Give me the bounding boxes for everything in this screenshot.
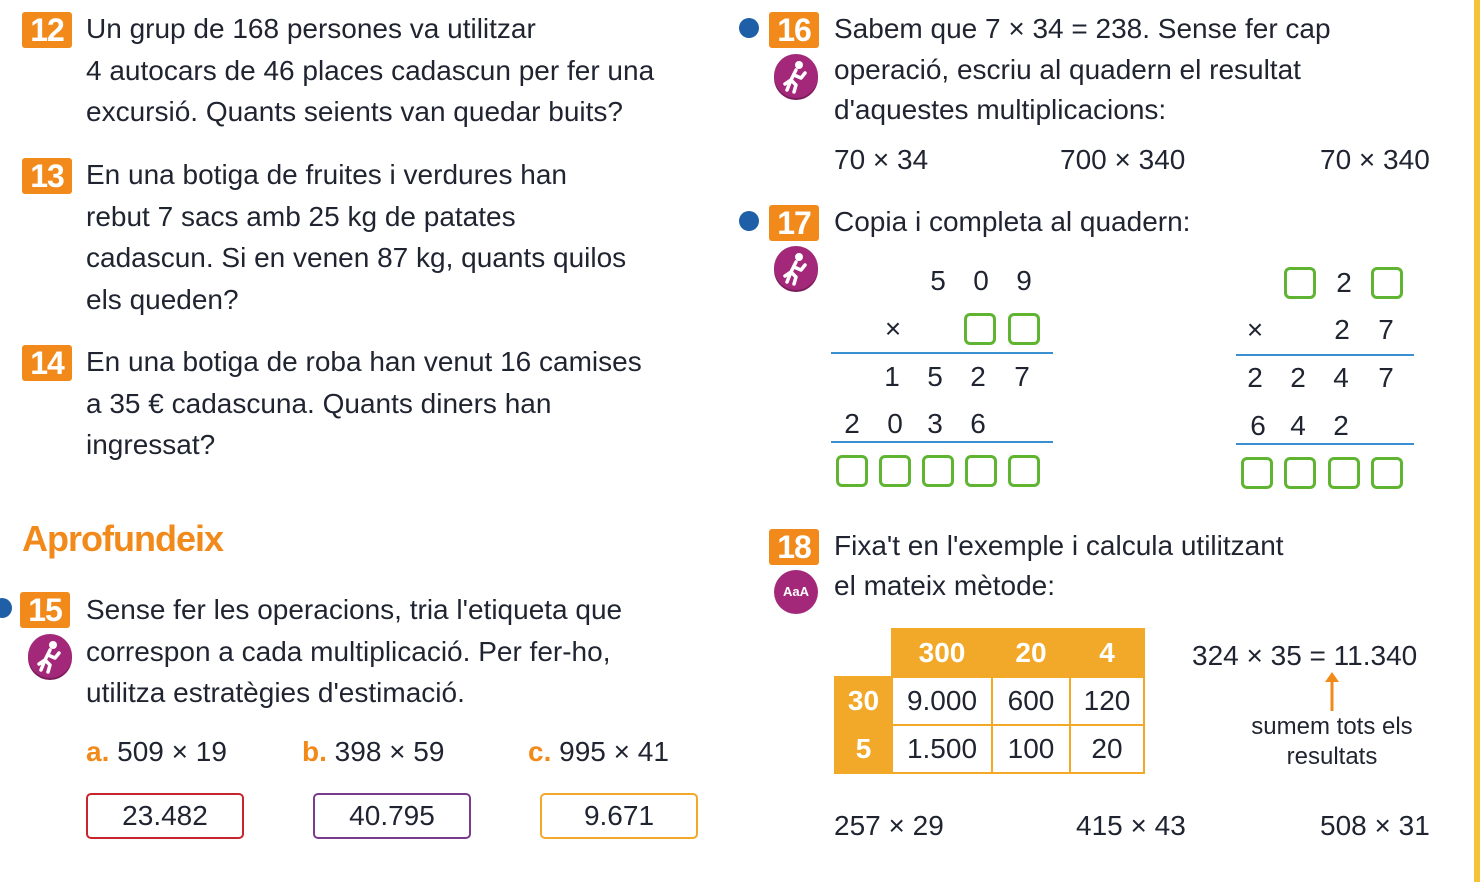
note-line-2: resultats bbox=[1286, 743, 1378, 770]
problem-16-expr-1: 70 × 34 bbox=[834, 144, 929, 175]
problem-18-expr-2: 415 × 43 bbox=[1076, 810, 1186, 841]
problem-16-line-3: d'aquestes multiplicacions: bbox=[834, 94, 1167, 125]
left-partial1-digit: 7 bbox=[1014, 361, 1030, 392]
table-corner bbox=[835, 629, 892, 677]
problem-18-line-1: Fixa't en l'exemple i calcula utilitzant bbox=[834, 530, 1284, 561]
left-partial2-digit: 6 bbox=[970, 408, 986, 439]
right-result-box[interactable] bbox=[1241, 457, 1273, 489]
answer-tag-1: 23.482 bbox=[86, 793, 244, 839]
problem-16-line-1: Sabem que 7 × 34 = 238. Sense fer cap bbox=[834, 13, 1331, 44]
note-line-1: sumem tots els bbox=[1251, 713, 1413, 740]
option-a-letter: a. bbox=[86, 736, 110, 767]
table-cell: 1.500 bbox=[892, 725, 992, 773]
right-partial2-digit: 4 bbox=[1290, 410, 1306, 441]
problem-12-line-3: excursió. Quants seients van quedar buits? bbox=[86, 96, 623, 127]
table-row-header: 30 bbox=[835, 677, 892, 725]
left-partial2-digit: 2 bbox=[844, 408, 860, 439]
example-equation: 324 × 35 = 11.340 bbox=[1192, 640, 1418, 671]
right-blank-box[interactable] bbox=[1371, 267, 1403, 299]
left-blank-box[interactable] bbox=[964, 313, 996, 345]
left-line-2 bbox=[831, 441, 1053, 443]
option-b-expr: 398 × 59 bbox=[334, 736, 445, 767]
right-partial1-digit: 7 bbox=[1378, 362, 1394, 393]
option-c bbox=[528, 731, 669, 773]
left-result-box[interactable] bbox=[965, 455, 997, 487]
left-top-digit: 0 bbox=[973, 265, 989, 296]
right-partial1-digit: 4 bbox=[1333, 362, 1349, 393]
left-line-1 bbox=[831, 352, 1053, 354]
left-result-box[interactable] bbox=[836, 455, 868, 487]
problem-16-number: 16 bbox=[769, 12, 819, 48]
difficulty-dot-16 bbox=[739, 18, 759, 38]
left-result-box[interactable] bbox=[922, 455, 954, 487]
arrow-up-icon bbox=[1322, 670, 1342, 712]
problem-15-number: 15 bbox=[20, 592, 70, 628]
table-cell: 20 bbox=[1070, 725, 1144, 773]
option-a bbox=[86, 731, 227, 773]
problem-15-line-3: utilitza estratègies d'estimació. bbox=[86, 677, 465, 708]
table-col-header: 20 bbox=[992, 629, 1070, 677]
left-partial1-digit: 2 bbox=[970, 361, 986, 392]
problem-18-expr-3: 508 × 31 bbox=[1320, 810, 1430, 841]
problem-18-expr-1: 257 × 29 bbox=[834, 810, 944, 841]
left-top-digit: 5 bbox=[930, 265, 946, 296]
left-partial2-digit: 3 bbox=[927, 408, 943, 439]
activity-runner-icon bbox=[28, 634, 72, 678]
problem-13-line-1: En una botiga de fruites i verdures han bbox=[86, 159, 567, 190]
problem-16-line-2: operació, escriu al quadern el resultat bbox=[834, 54, 1301, 85]
option-a-expr: 509 × 19 bbox=[117, 736, 227, 767]
table-cell: 100 bbox=[992, 725, 1070, 773]
table-cell: 120 bbox=[1070, 677, 1144, 725]
left-partial2-digit: 0 bbox=[887, 408, 903, 439]
problem-12-line-1: Un grup de 168 persones va utilitzar bbox=[86, 13, 536, 44]
problem-14-line-2: a 35 € cadascuna. Quants diners han bbox=[86, 388, 552, 419]
problem-13-line-4: els queden? bbox=[86, 284, 239, 315]
problem-12-line-2: 4 autocars de 46 places cadascun per fer una bbox=[86, 55, 655, 86]
problem-18-line-2: el mateix mètode: bbox=[834, 570, 1055, 601]
section-title: Aprofundeix bbox=[22, 518, 223, 559]
right-partial1-digit: 2 bbox=[1290, 362, 1306, 393]
right-partial2-digit: 2 bbox=[1333, 410, 1349, 441]
vocabulary-aaa-icon: AaA bbox=[774, 570, 818, 614]
option-c-letter: c. bbox=[528, 736, 552, 767]
right-line-1 bbox=[1236, 354, 1414, 356]
problem-16-expr-3: 70 × 340 bbox=[1320, 144, 1430, 175]
difficulty-dot-17 bbox=[739, 211, 759, 231]
right-top-digit: 2 bbox=[1336, 267, 1352, 298]
activity-runner-icon bbox=[774, 246, 818, 290]
answer-tag-2: 40.795 bbox=[313, 793, 471, 839]
table-row-header: 5 bbox=[835, 725, 892, 773]
problem-15-line-1: Sense fer les operacions, tria l'etiqueta que bbox=[86, 594, 623, 625]
left-result-box[interactable] bbox=[879, 455, 911, 487]
right-times-sign: × bbox=[1246, 314, 1264, 345]
option-b-letter: b. bbox=[302, 736, 327, 767]
problem-15-line-2: correspon a cada multiplicació. Per fer-ho, bbox=[86, 636, 611, 667]
right-result-box[interactable] bbox=[1284, 457, 1316, 489]
area-model-table bbox=[834, 628, 1145, 774]
activity-runner-icon bbox=[774, 54, 818, 98]
problem-14-line-3: ingressat? bbox=[86, 429, 216, 460]
left-partial1-digit: 1 bbox=[884, 361, 900, 392]
right-line-2 bbox=[1236, 443, 1414, 445]
option-b bbox=[302, 731, 444, 773]
right-blank-box[interactable] bbox=[1284, 267, 1316, 299]
problem-18-number: 18 bbox=[769, 529, 819, 565]
left-partial1-digit: 5 bbox=[927, 361, 943, 392]
problem-12-number: 12 bbox=[22, 12, 72, 48]
left-blank-box[interactable] bbox=[1008, 313, 1040, 345]
left-result-box[interactable] bbox=[1008, 455, 1040, 487]
problem-16-expr-2: 700 × 340 bbox=[1060, 144, 1186, 175]
problem-14-line-1: En una botiga de roba han venut 16 camises bbox=[86, 346, 642, 377]
left-times-sign: × bbox=[884, 313, 902, 344]
problem-14-number: 14 bbox=[22, 345, 72, 381]
right-partial2-digit: 6 bbox=[1250, 410, 1266, 441]
left-top-digit: 9 bbox=[1016, 265, 1032, 296]
page-edge-bar bbox=[1474, 0, 1480, 882]
right-result-box[interactable] bbox=[1328, 457, 1360, 489]
problem-13-line-2: rebut 7 sacs amb 25 kg de patates bbox=[86, 201, 516, 232]
problem-17-number: 17 bbox=[769, 205, 819, 241]
table-cell: 9.000 bbox=[892, 677, 992, 725]
right-partial1-digit: 2 bbox=[1247, 362, 1263, 393]
right-mult-digit: 2 bbox=[1334, 314, 1350, 345]
option-c-expr: 995 × 41 bbox=[559, 736, 669, 767]
right-mult-digit: 7 bbox=[1378, 314, 1394, 345]
difficulty-dot-15 bbox=[0, 598, 12, 618]
table-col-header: 300 bbox=[892, 629, 992, 677]
right-result-box[interactable] bbox=[1371, 457, 1403, 489]
table-cell: 600 bbox=[992, 677, 1070, 725]
problem-13-line-3: cadascun. Si en venen 87 kg, quants quilos bbox=[86, 242, 627, 273]
problem-17-line: Copia i completa al quadern: bbox=[834, 206, 1191, 237]
problem-13-number: 13 bbox=[22, 158, 72, 194]
answer-tag-3: 9.671 bbox=[540, 793, 698, 839]
table-col-header: 4 bbox=[1070, 629, 1144, 677]
